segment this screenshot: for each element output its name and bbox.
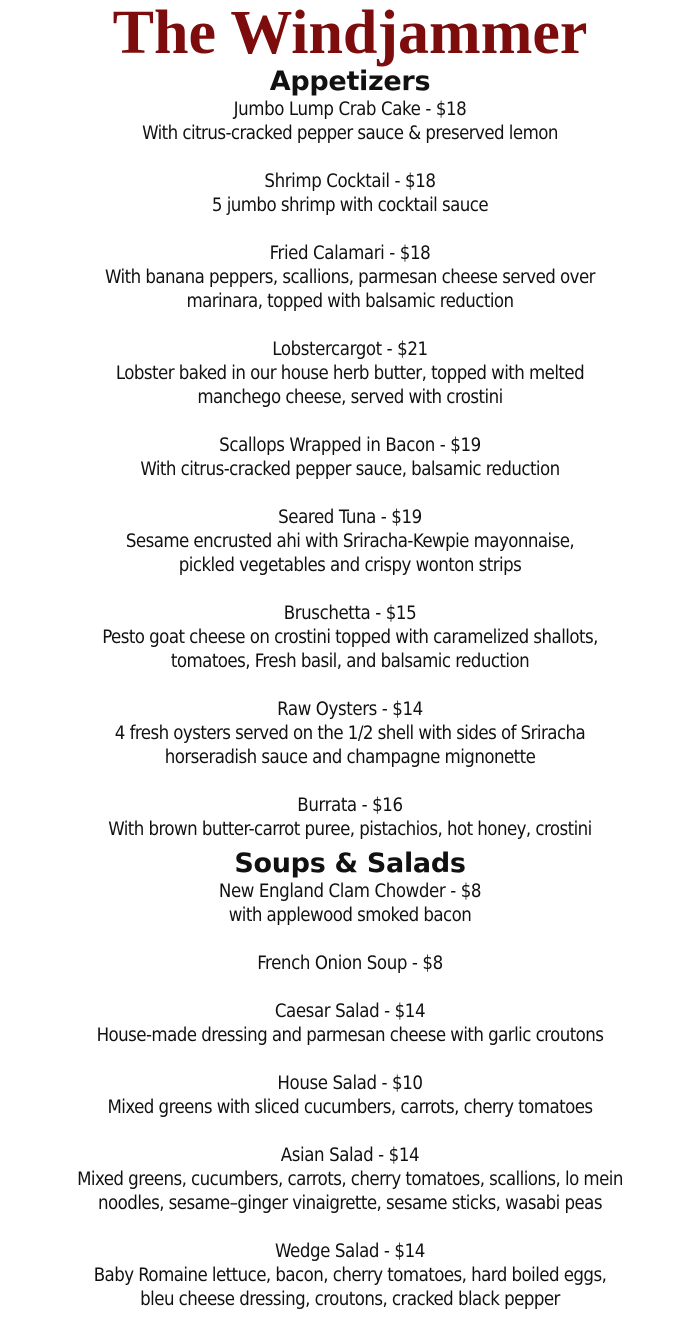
item-description: Pesto goat cheese on crostini topped with caramelized shallots,: [102, 627, 598, 648]
menu-item: [0, 338, 700, 410]
item-description: tomatoes, Fresh basil, and balsamic reduction: [170, 651, 530, 672]
menu-item: [0, 1240, 700, 1312]
item-description: with applewood smoked bacon: [228, 905, 472, 926]
item-name-price: Scallops Wrapped in Bacon - $19: [219, 435, 481, 456]
item-name-price: Lobstercargot - $21: [272, 339, 428, 360]
item-name-price: House Salad - $10: [277, 1073, 423, 1094]
section-heading: Appetizers: [269, 66, 431, 97]
item-name-price: Jumbo Lump Crab Cake - $18: [233, 99, 467, 120]
item-description: noodles, sesame–ginger vinaigrette, sesame sticks, wasabi peas: [98, 1193, 602, 1214]
item-description: Mixed greens with sliced cucumbers, carrots, cherry tomatoes: [107, 1097, 593, 1118]
menu-item: [0, 242, 700, 314]
restaurant-title: The Windjammer: [112, 0, 588, 67]
item-name-price: French Onion Soup - $8: [257, 953, 443, 974]
item-description: pickled vegetables and crispy wonton strips: [178, 555, 522, 576]
item-name-price: Fried Calamari - $18: [269, 243, 431, 264]
item-description: Sesame encrusted ahi with Sriracha-Kewpie mayonnaise,: [125, 531, 575, 552]
item-name-price: Shrimp Cocktail - $18: [264, 171, 436, 192]
menu-item: [0, 98, 700, 146]
menu-item: [0, 434, 700, 482]
item-description: horseradish sauce and champagne mignonette: [164, 747, 536, 768]
item-name-price: Wedge Salad - $14: [275, 1241, 425, 1262]
section-heading: Soups & Salads: [234, 848, 466, 879]
item-name-price: Raw Oysters - $14: [277, 699, 423, 720]
item-name-price: Asian Salad - $14: [280, 1145, 420, 1166]
item-description: marinara, topped with balsamic reduction: [186, 291, 514, 312]
item-description: bleu cheese dressing, croutons, cracked black pepper: [140, 1289, 560, 1310]
item-description: With citrus-cracked pepper sauce & preserved lemon: [142, 123, 558, 144]
item-description: Lobster baked in our house herb butter, topped with melted: [115, 363, 585, 384]
section-appetizers: [0, 66, 700, 842]
item-description: With citrus-cracked pepper sauce, balsamic reduction: [140, 459, 560, 480]
item-name-price: Burrata - $16: [297, 795, 403, 816]
item-description: With banana peppers, scallions, parmesan cheese served over: [105, 267, 595, 288]
item-name-price: New England Clam Chowder - $8: [218, 881, 482, 902]
item-description: Baby Romaine lettuce, bacon, cherry tomatoes, hard boiled eggs,: [93, 1265, 607, 1286]
menu-item: [0, 952, 700, 976]
menu-item: [0, 880, 700, 928]
menu-item: [0, 1072, 700, 1120]
item-name-price: Bruschetta - $15: [283, 603, 417, 624]
menu-item: [0, 1144, 700, 1216]
item-name-price: Caesar Salad - $14: [274, 1001, 426, 1022]
section-soups-salads: [0, 848, 700, 1312]
menu-item: [0, 698, 700, 770]
menu-item: [0, 506, 700, 578]
item-description: 5 jumbo shrimp with cocktail sauce: [211, 195, 489, 216]
menu-item: [0, 794, 700, 842]
item-description: Mixed greens, cucumbers, carrots, cherry tomatoes, scallions, lo mein: [77, 1169, 623, 1190]
item-description: manchego cheese, served with crostini: [197, 387, 503, 408]
menu-item: [0, 1000, 700, 1048]
item-description: House-made dressing and parmesan cheese with garlic croutons: [96, 1025, 604, 1046]
item-description: With brown butter-carrot puree, pistachios, hot honey, crostini: [108, 819, 592, 840]
item-name-price: Seared Tuna - $19: [278, 507, 422, 528]
menu-item: [0, 602, 700, 674]
menu-item: [0, 170, 700, 218]
item-description: 4 fresh oysters served on the 1/2 shell with sides of Sriracha: [114, 723, 586, 744]
